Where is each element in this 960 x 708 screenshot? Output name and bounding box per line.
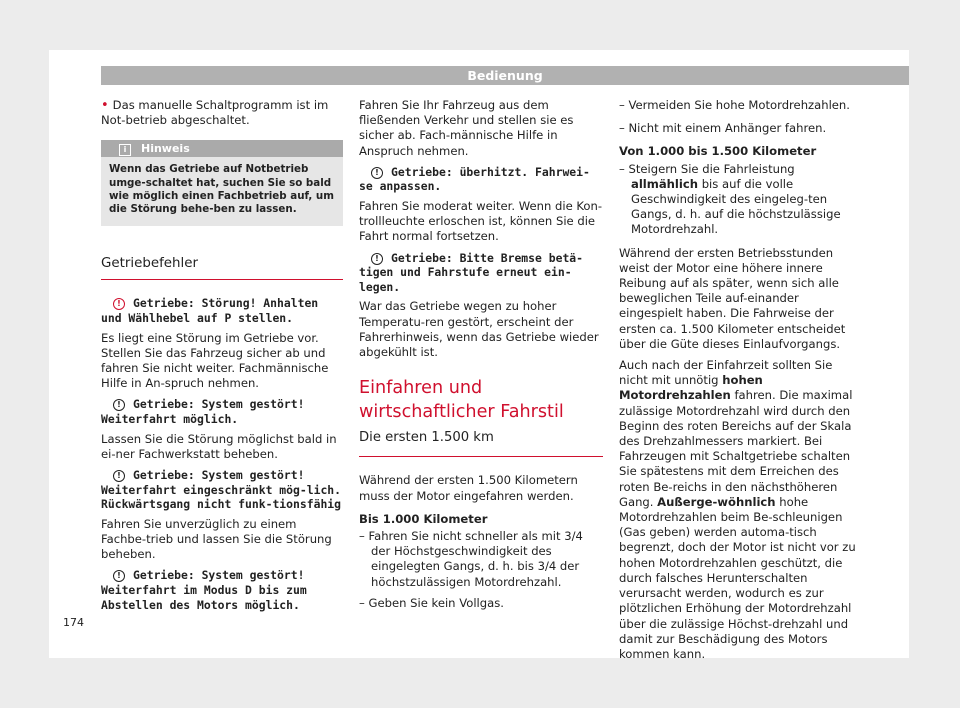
paragraph: Fahren Sie Ihr Fahrzeug aus dem fließenden Verkehr und stellen sie es sicher ab. Fach-männische Hilfe in Anspruch nehmen. bbox=[359, 98, 574, 158]
warning-message bbox=[101, 568, 343, 612]
dash-item: – Vermeiden Sie hohe Motordrehzahlen. bbox=[619, 98, 850, 112]
warning-icon: ! bbox=[113, 399, 125, 411]
paragraph: War das Getriebe wegen zu hoher Temperatu-ren gestört, erscheint der Fahrerhinweis, wenn das Getriebe wieder abgekühlt ist. bbox=[359, 299, 599, 359]
dash-item: – Steigern Sie die Fahrleistung allmählich bis auf die volle Geschwindigkeit des eingeleg-ten Gangs, d. h. auf die höchstzulässige Motordrehzahl. bbox=[619, 161, 841, 237]
dash-text: Geben Sie kein Vollgas. bbox=[368, 595, 504, 610]
bullet-icon: • bbox=[101, 98, 109, 113]
section-title: Getriebefehler bbox=[101, 256, 343, 280]
dash-text: Nicht mit einem Anhänger fahren. bbox=[628, 121, 827, 136]
warning-message bbox=[101, 468, 343, 512]
warning-icon: ! bbox=[113, 298, 125, 310]
warning-icon: ! bbox=[371, 167, 383, 179]
warning-message bbox=[359, 165, 603, 194]
dash-text: Vermeiden Sie hohe Motordrehzahlen. bbox=[628, 98, 850, 112]
chapter-title: Einfahren und wirtschaftlicher Fahrstil bbox=[359, 378, 564, 423]
warning-icon: ! bbox=[113, 470, 125, 482]
paragraph: Fahren Sie moderat weiter. Wenn die Kon-trollleuchte erloschen ist, können Sie die Fahrt normal fortsetzen. bbox=[359, 199, 603, 244]
column-1 bbox=[101, 98, 343, 617]
note-header bbox=[101, 140, 343, 157]
dash-item: – Fahren Sie nicht schneller als mit 3/4 der Höchstgeschwindigkeit des eingelegten Gangs, d. h. bis 3/4 der höchstzulässigen Motordrehzahl. bbox=[359, 529, 583, 589]
note-body: Wenn das Getriebe auf Notbetrieb umge-schaltet hat, suchen Sie so bald wie möglich einen Fachbetrieb auf, um die Störung behe-ben zu lassen. bbox=[109, 163, 334, 216]
emphasis: allmählich bbox=[631, 176, 699, 191]
dash-text: Steigern Sie die Fahrleistung bbox=[628, 161, 795, 176]
warning-icon: ! bbox=[113, 570, 125, 582]
warning-message bbox=[359, 251, 603, 295]
paragraph: Lassen Sie die Störung möglichst bald in ei-ner Fachwerkstatt beheben. bbox=[101, 431, 337, 461]
paragraph: Es liegt eine Störung im Getriebe vor. Stellen Sie das Fahrzeug sicher ab und fahren Sie nicht weiter. Fachmännische Hilfe in An-spruch nehmen. bbox=[101, 330, 329, 391]
dash-text: Fahren Sie nicht schneller als mit 3/4 der Höchstgeschwindigkeit des eingelegten Gangs, d. h. bis 3/4 der höchstzulässigen Motordrehzahl. bbox=[368, 529, 583, 589]
warning-text: Getriebe: überhitzt. Fahrwei-se anpassen. bbox=[359, 164, 590, 194]
text: fahren. Die maximal zulässige Motordrehzahl wird durch den Beginn des roten Bereichs auf der Skala des Drehzahlmessers markiert. Bei Fahrzeugen mit Schaltgetriebe schalten Sie spätestens mit dem Erreichen des roten Be-reichs in den nächsthöheren Gang. bbox=[619, 388, 853, 509]
dash-text: bis auf die volle Geschwindigkeit des eingeleg-ten Gangs, d. h. auf die höchstzulässige Motordrehzahl. bbox=[631, 176, 841, 237]
dash-item: – Geben Sie kein Vollgas. bbox=[359, 595, 504, 610]
warning-message bbox=[101, 296, 343, 325]
paragraph: Während der ersten 1.500 Kilometern muss der Motor eingefahren werden. bbox=[359, 473, 578, 503]
column-2 bbox=[359, 98, 603, 613]
text: hohe Motordrehzahlen beim Be-schleunigen (Gas geben) werden automa-tisch begrenzt, doch der Motor ist nicht vor zu hohen Motordrehzahlen geschützt, die durch falsches Herunterschalten verursacht werden, wodurch es zur plötzlichen Erhöhung der Motordrehzahl über die zulässige Höchst-drehzahl und damit zur Beschädigung des Motors kommen kann. bbox=[619, 494, 856, 661]
section-title: Die ersten 1.500 km bbox=[359, 430, 603, 457]
manual-page bbox=[49, 50, 909, 661]
paragraph: Fahren Sie unverzüglich zu einem Fachbe-trieb und lassen Sie die Störung beheben. bbox=[101, 516, 332, 562]
note-title: Hinweis bbox=[141, 142, 190, 156]
warning-text: Getriebe: System gestört! Weiterfahrt eingeschränkt mög-lich. Rückwärtsgang nicht funk-tionsfähig bbox=[101, 468, 342, 512]
warning-message bbox=[101, 397, 343, 426]
page-number: 174 bbox=[63, 616, 84, 629]
warning-text: Getriebe: System gestört! Weiterfahrt möglich. bbox=[101, 397, 305, 427]
text: Auch nach der Einfahrzeit sollten Sie nicht mit unnötig bbox=[619, 358, 833, 388]
emphasis: hohen Motordrehzahlen bbox=[619, 373, 763, 403]
warning-text: Getriebe: System gestört! Weiterfahrt im Modus D bis zum Abstellen des Motors möglich. bbox=[101, 568, 307, 612]
dash-item: – Nicht mit einem Anhänger fahren. bbox=[619, 121, 827, 136]
paragraph: Während der ersten Betriebsstunden weist der Motor eine höhere innere Reibung auf als später, wenn sich alle beweglichen Teile auf-einander eingespielt haben. Die Fahrweise der ersten ca. 1.500 Kilometer entscheidet über die Güte dieses Einlaufvorgangs. bbox=[619, 245, 846, 351]
column-3 bbox=[619, 98, 859, 668]
paragraph bbox=[619, 358, 859, 662]
subheading: Bis 1.000 Kilometer bbox=[359, 511, 488, 526]
subheading: Von 1.000 bis 1.500 Kilometer bbox=[619, 144, 817, 159]
info-icon: i bbox=[119, 144, 131, 156]
bullet-item bbox=[101, 98, 343, 128]
emphasis: Außerge-wöhnlich bbox=[657, 494, 776, 509]
note-box bbox=[101, 140, 343, 226]
warning-icon: ! bbox=[371, 253, 383, 265]
bullet-text: Das manuelle Schaltprogramm ist im Not-betrieb abgeschaltet. bbox=[101, 98, 329, 128]
warning-text: Getriebe: Bitte Bremse betä-tigen und Fahrstufe erneut ein-legen. bbox=[359, 250, 584, 294]
page-header: Bedienung bbox=[101, 66, 909, 85]
warning-text: Getriebe: Störung! Anhalten und Wählhebel auf P stellen. bbox=[101, 296, 319, 326]
